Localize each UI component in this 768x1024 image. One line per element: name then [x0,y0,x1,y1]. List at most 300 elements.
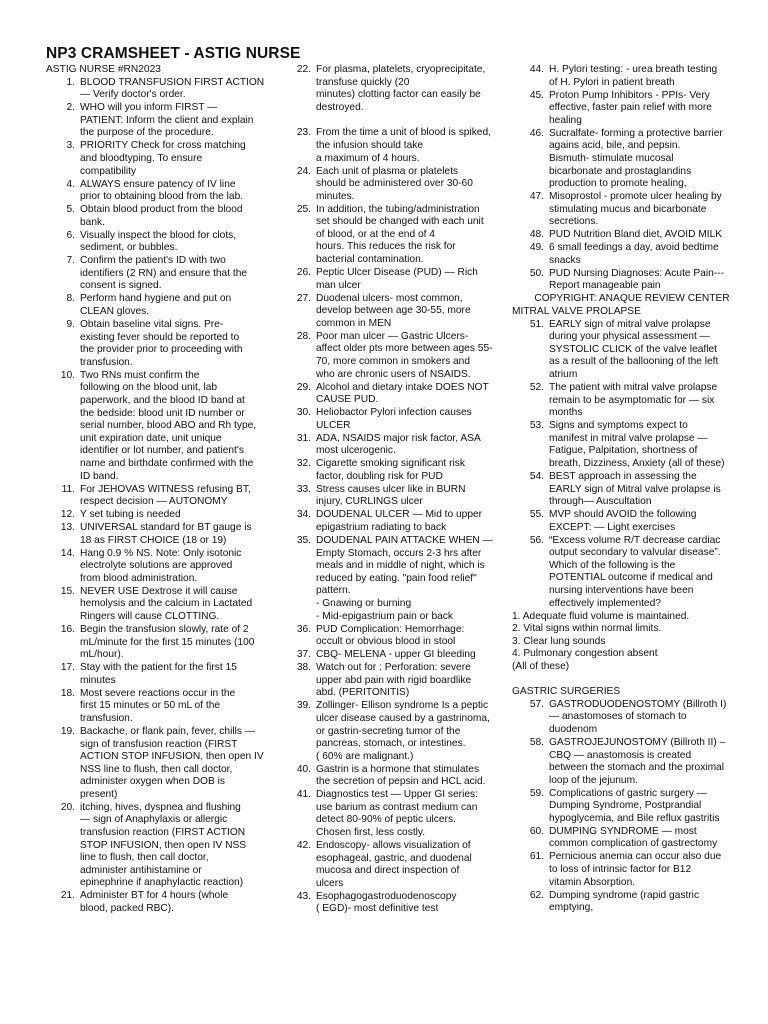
item-number: 39. [296,700,311,712]
text-line: the purpose of the procedure. [80,127,214,139]
text-line: 70, more common in smokers and [316,356,471,367]
item-number: 35. [296,535,311,547]
item-number: 6. [66,229,75,241]
text-line: the provider prior to proceeding with [80,344,243,356]
text-line: first 15 minutes or 50 mL of the [80,700,221,712]
item-number: 61. [529,851,544,863]
text-line: nursing interventions have been [549,585,694,597]
text-line: H. Pylori testing: - urea breath testing [549,64,718,75]
text-line: Dumping Syndrome, Postprandial [549,800,702,812]
list-item [289,840,511,890]
text-line: COPYRIGHT: ANAQUE REVIEW CENTER [534,293,730,305]
item-text [80,802,272,890]
text-line: destroyed. [316,101,364,113]
list-item [46,522,272,547]
text-line: CLEAN gloves. [80,306,150,318]
item-text [316,535,511,623]
text-line: ( EGD)- most definitive test [316,903,439,915]
item-number: 49. [529,242,544,254]
item-text [316,509,511,534]
text-line: Cigarette smoking significant risk [316,458,465,470]
item-number: 37. [296,649,311,661]
text-line: - Gnawing or burning [316,598,412,610]
list-item [289,127,511,165]
list-item [289,331,511,381]
item-text [549,737,752,787]
item-number: 24. [296,165,311,177]
list-item [46,548,272,586]
text-line: man ulcer [316,279,361,291]
item-number: 25. [296,203,311,215]
list-item [289,789,511,839]
text-line: — Verify doctor's order. [80,89,186,101]
text-line: Zollinger- Ellison syndrome Is a peptic [316,700,489,712]
text-line: PUD Nutrition Bland diet, AVOID MILK [549,229,723,241]
item-number: 53. [529,420,544,432]
copyright-note [512,293,752,306]
item-text [316,840,511,890]
text-line: during your physical assessment — [549,331,710,343]
list-item [289,458,511,483]
item-number: 8. [66,293,75,305]
text-line: affect older pts more between ages 55- [316,343,493,355]
list-item [289,535,511,623]
item-text [316,382,511,407]
item-text [316,662,511,700]
text-line: (All of these) [512,660,570,672]
text-line: manifest in mitral valve prolapse — [549,432,708,444]
text-line: use barium as contrast medium can [316,801,478,813]
list-item [46,179,272,204]
item-text [80,890,272,915]
list-item [289,891,511,916]
section-text [512,306,752,319]
text-line: For plasma, platelets, cryoprecipitate, [316,64,486,75]
item-number: 55. [529,509,544,521]
text-line: Peptic Ulcer Disease (PUD) — Rich [316,267,478,279]
text-line: ID band. [80,470,119,482]
list-item [512,128,752,191]
text-line: between the stomach and the proximal [549,762,724,774]
text-line: transfusion reaction (FIRST ACTION [80,827,246,839]
text-line: as a result of the ballooning of the left [549,356,719,368]
text-line: common complication of gastrectomy [549,838,718,850]
text-line: loop of the jejunum. [549,774,638,786]
list-item [512,268,752,293]
text-line: ulcers [316,877,344,889]
item-number: 60. [529,825,544,837]
text-line: Misoprostol - promote ulcer healing by [549,191,722,203]
text-line: — sign of Anaphylaxis or allergic [80,814,228,826]
text-line: common in MEN [316,317,392,329]
list-item [46,688,272,726]
text-line: Which of the following is the [549,559,676,571]
text-line: factor, doubling risk for PUD [316,470,443,482]
item-text [80,77,272,102]
item-text [80,586,272,624]
list-item [46,293,272,318]
list-item [289,624,511,649]
text-line: BLOOD TRANSFUSION FIRST ACTION [80,76,265,88]
item-text [549,64,752,89]
item-text [316,293,511,331]
section-text [512,686,752,699]
text-line: STOP INFUSION, then open IV NSS [80,839,247,851]
item-number: 4. [66,178,75,190]
item-text [549,851,752,889]
text-line: the secretion of pepsin and HCL acid. [316,776,486,788]
list-item [512,509,752,534]
text-line: Watch out for : Perforation: severe [316,662,471,674]
text-line: Dumping syndrome (rapid gastric [549,889,700,901]
item-text [549,788,752,826]
text-line: pattern. [316,585,351,597]
text-line: Begin the transfusion slowly, rate of 2 [80,623,249,635]
text-line: — anastomoses of stomach to [549,711,687,723]
item-number: 17. [60,662,75,674]
item-number: 44. [529,64,544,75]
text-line: transfusion. [80,356,133,368]
item-number: 51. [529,318,544,330]
item-number: 42. [296,840,311,852]
item-number: 3. [66,140,75,152]
text-line: transfuse quickly (20 [316,76,410,88]
list-item [46,509,272,522]
text-line: electrolyte solutions are approved [80,560,233,572]
item-text [316,764,511,789]
text-line: ULCER [316,419,351,431]
text-line: epinephrine if anaphylactic reaction) [80,877,244,889]
item-text [80,688,272,726]
item-text [80,179,272,204]
item-number: 1. [66,76,75,88]
list-item [289,267,511,292]
list-item [46,255,272,293]
item-number: 12. [60,509,75,521]
text-line: Each unit of plasma or platelets [316,165,459,177]
text-line: Heliobactor Pylori infection causes [316,407,472,419]
item-number: 18. [60,687,75,699]
text-line: Visually inspect the blood for clots, [80,229,237,241]
text-line: ALWAYS ensure patency of IV line [80,178,236,190]
item-number: 58. [529,736,544,748]
item-text [316,458,511,483]
list-item [289,204,511,267]
text-line: months [549,407,583,419]
item-number: 11. [61,483,75,495]
text-line: NSS line to flush, then call doctor, [80,763,233,775]
item-number: 41. [296,789,311,801]
item-text [316,407,511,432]
item-text [316,267,511,292]
item-text [80,230,272,255]
text-line: Hang 0.9 % NS. Note: Only isotonic [80,547,242,559]
item-number: 40. [296,763,311,775]
text-line: emptying, [549,902,594,914]
list-item [512,851,752,889]
text-line: a maximum of 4 hours. [316,152,420,164]
text-line: - Mid-epigastrium pain or back [316,610,454,622]
text-line: administer oxygen when DOB is [80,776,225,788]
list-item [289,407,511,432]
text-line: “Excess volume R/T decrease cardiac [549,534,721,546]
list-item [289,662,511,700]
text-line: duodenom [549,723,598,735]
item-number: 5. [66,204,75,216]
column-2 [289,64,511,916]
list-item [289,293,511,331]
text-line: following on the blood unit, lab [80,382,218,394]
list-item [512,826,752,851]
item-text [549,90,752,128]
text-line: Pernicious anemia can occur also due [549,851,722,863]
text-line: ( 60% are malignant.) [316,750,414,762]
item-text [549,242,752,267]
item-text [549,382,752,420]
text-line: bank. [80,216,105,228]
text-line: pancreas, stomach, or intestines. [316,738,466,750]
list-item [512,471,752,509]
text-line: vitamin Absorption. [549,876,636,888]
list-item [46,802,272,890]
text-line: Stay with the patient for the first 15 [80,662,237,674]
item-number: 23. [296,127,311,139]
text-line: present) [80,788,118,800]
text-line: of H. Pylori in patient breath [549,76,675,88]
item-number: 16. [60,623,75,635]
list-item [512,890,752,915]
text-line: GASTRIC SURGERIES [512,686,621,698]
text-line: Ringers will cause CLOTTING. [80,611,220,622]
item-text [549,509,752,534]
list-item [512,191,752,229]
text-line: Esophagogastroduodenoscopy [316,890,457,902]
text-line: who are chronic users of NSAIDS. [316,368,471,380]
item-text [80,293,272,318]
text-line: identifiers (2 RN) and ensure that the [80,267,248,279]
text-line: SYSTOLIC CLICK of the valve leaflet [549,343,717,355]
text-line: paperwork, and the blood ID band at [80,394,245,406]
item-number: 57. [529,698,544,710]
text-line: injury, CURLINGS ulcer [316,496,423,508]
item-text [80,662,272,687]
text-line: CAUSE PUD. [316,394,379,406]
text-line: effective, faster pain relief with more [549,102,712,114]
item-number: 28. [296,330,311,342]
text-line: Empty Stomach, occurs 2-3 hrs after [316,547,482,559]
item-text [316,127,511,165]
text-line: esophageal, gastric, and duodenal [316,852,472,864]
text-line: Obtain baseline vital signs. Pre- [80,319,224,330]
text-line: WHO will you inform FIRST — [80,102,218,114]
text-line: line to flush, then call doctor, [80,852,209,864]
document-title: NP3 CRAMSHEET - ASTIG NURSE [46,45,301,62]
text-line: sediment, or bubbles. [80,242,178,254]
text-line: Fatigue, Palpitation, shortness of [549,445,698,457]
text-line: Bismuth- stimulate mucosal [549,152,674,164]
text-line: GASTROJEJUNOSTOMY (Billroth II) – [549,736,726,748]
item-text [549,471,752,509]
item-number: 36. [296,623,311,635]
text-line: compatibility [80,165,137,177]
item-number: 34. [296,509,311,521]
text-line: Backache, or flank pain, fever, chills — [80,725,255,737]
item-text [316,624,511,649]
item-text [549,535,752,611]
text-line: Complications of gastric surgery — [549,787,707,799]
list-item [512,90,752,128]
text-line: reduced by eating. "pain food relief" [316,572,477,584]
text-line: EXCEPT: — Light exercises [549,521,676,533]
item-text [316,331,511,381]
text-line: PATIENT: Inform the client and explain [80,114,254,126]
list-item [289,649,511,662]
text-line: Two RNs must confirm the [80,369,200,381]
text-line: abd. (PERITONITIS) [316,687,410,699]
text-line: DOUDENAL PAIN ATTACKE WHEN — [316,535,493,547]
text-line: prior to obtaining blood from the lab. [80,191,244,203]
text-line: ulcer disease caused by a gastrinoma, [316,712,490,724]
text-line: snacks [549,254,581,266]
text-line: 6 small feedings a day, avoid bedtime [549,242,719,254]
list-item [289,509,511,534]
text-line: BEST approach in assessing the [549,470,697,482]
text-line: the infusion should take [316,139,424,151]
item-text [316,166,511,204]
item-number: 20. [60,801,75,813]
item-text [316,484,511,509]
text-line: epigastrium radiating to back [316,522,447,534]
text-line: PRIORITY Check for cross matching [80,140,246,152]
item-text [316,433,511,458]
text-line: minutes. [316,190,355,202]
item-text [316,649,511,662]
text-line: hours. This reduces the risk for [316,241,456,253]
text-line: mucosa and direct inspection of [316,865,460,877]
text-line: mL/hour). [80,649,124,661]
text-line: most ulcerogenic. [316,445,396,457]
list-item [512,699,752,737]
item-number: 59. [529,787,544,799]
item-number: 10. [60,369,75,381]
text-line: Poor man ulcer — Gastric Ulcers- [316,330,469,342]
item-text [80,548,272,586]
item-text [549,191,752,229]
list-item [46,140,272,178]
text-line: transfusion. [80,712,133,724]
section-text [512,611,752,674]
text-line: UNIVERSAL standard for BT gauge is [80,522,252,534]
item-number: 33. [296,483,311,495]
list-item [289,382,511,407]
column-1 [46,64,272,916]
text-line: From the time a unit of blood is spiked, [316,127,491,139]
text-line: meals and in middle of night, which is [316,560,485,572]
list-item [46,484,272,509]
text-line: ACTION STOP INFUSION, then open IV [80,751,264,763]
list-item [289,700,511,763]
text-line: Confirm the patient's ID with two [80,255,226,267]
item-text [316,204,511,267]
text-line: For JEHOVAS WITNESS refusing BT, [80,483,251,495]
text-line: Y set tubing is needed [80,509,181,521]
list-item [512,242,752,267]
list-item [512,229,752,242]
list-item [289,484,511,509]
text-line: serial number, blood ABO and Rh type, [80,420,257,432]
item-number: 50. [529,267,544,279]
item-number: 46. [529,127,544,139]
text-line: hemolysis and the calcium in Lactated [80,598,253,610]
item-text [80,255,272,293]
text-line: of blood, or at the end of 4 [316,228,435,240]
text-line: ASTIG NURSE #RN2023 [46,64,161,75]
text-line: atrium [549,368,578,380]
item-text [316,891,511,916]
text-line: mL/minute for the first 15 minutes (100 [80,636,255,648]
item-text [80,522,272,547]
text-line: In addition, the tubing/administration [316,203,480,215]
item-text [549,420,752,470]
list-item [512,382,752,420]
text-line: consent is signed. [80,280,162,292]
text-line: agains acid, bile, and pepsin. [549,140,681,152]
item-number: 14. [60,547,75,559]
text-line: to loss of intrinsic factor for B12 [549,864,692,876]
text-line: stimulating mucus and bicarbonate [549,203,707,215]
item-text [549,229,752,242]
text-line: and bloodtyping. To ensure [80,152,203,164]
item-number: 32. [296,458,311,470]
item-number: 21. [60,890,75,902]
text-line: 4. Pulmonary congestion absent [512,648,658,660]
text-line: CBQ — anastomosis is created [549,749,692,761]
item-text [549,319,752,382]
text-line: Duodenal ulcers- most common, [316,292,463,304]
list-item [46,230,272,255]
item-number: 62. [529,889,544,901]
list-item [512,420,752,470]
text-line: respect decision — AUTONOMY [80,496,228,508]
text-line: Perform hand hygiene and put on [80,293,232,305]
text-line: remain to be asymptomatic for — six [549,394,715,406]
list-item [46,890,272,915]
list-item [512,535,752,611]
list-item [512,737,752,787]
text-line: Signs and symptoms expect to [549,420,688,432]
text-line: Sucralfate- forming a protective barrier [549,127,723,139]
item-number: 26. [296,267,311,279]
text-line: Proton Pump Inhibitors - PPIs- Very [549,89,710,101]
text-line: MVP should AVOID the following [549,509,697,521]
list-item [289,433,511,458]
text-line: Endoscopy- allows visualization of [316,840,471,852]
text-line: minutes [80,674,116,686]
column-3 [512,64,752,915]
item-number: 19. [60,725,75,737]
text-line: CBQ- MELENA - upper GI bleeding [316,649,476,661]
list-item [46,624,272,662]
text-line: Chosen first, less costly. [316,827,426,839]
text-line: blood, packed RBC). [80,903,175,914]
list-item [512,64,752,89]
list-item [46,77,272,102]
item-text [549,268,752,293]
list-item [46,662,272,687]
text-line: POTENTIAL outcome if medical and [549,572,713,584]
item-text [549,128,752,191]
text-line: EARLY sign of mitral valve prolapse [549,318,711,330]
